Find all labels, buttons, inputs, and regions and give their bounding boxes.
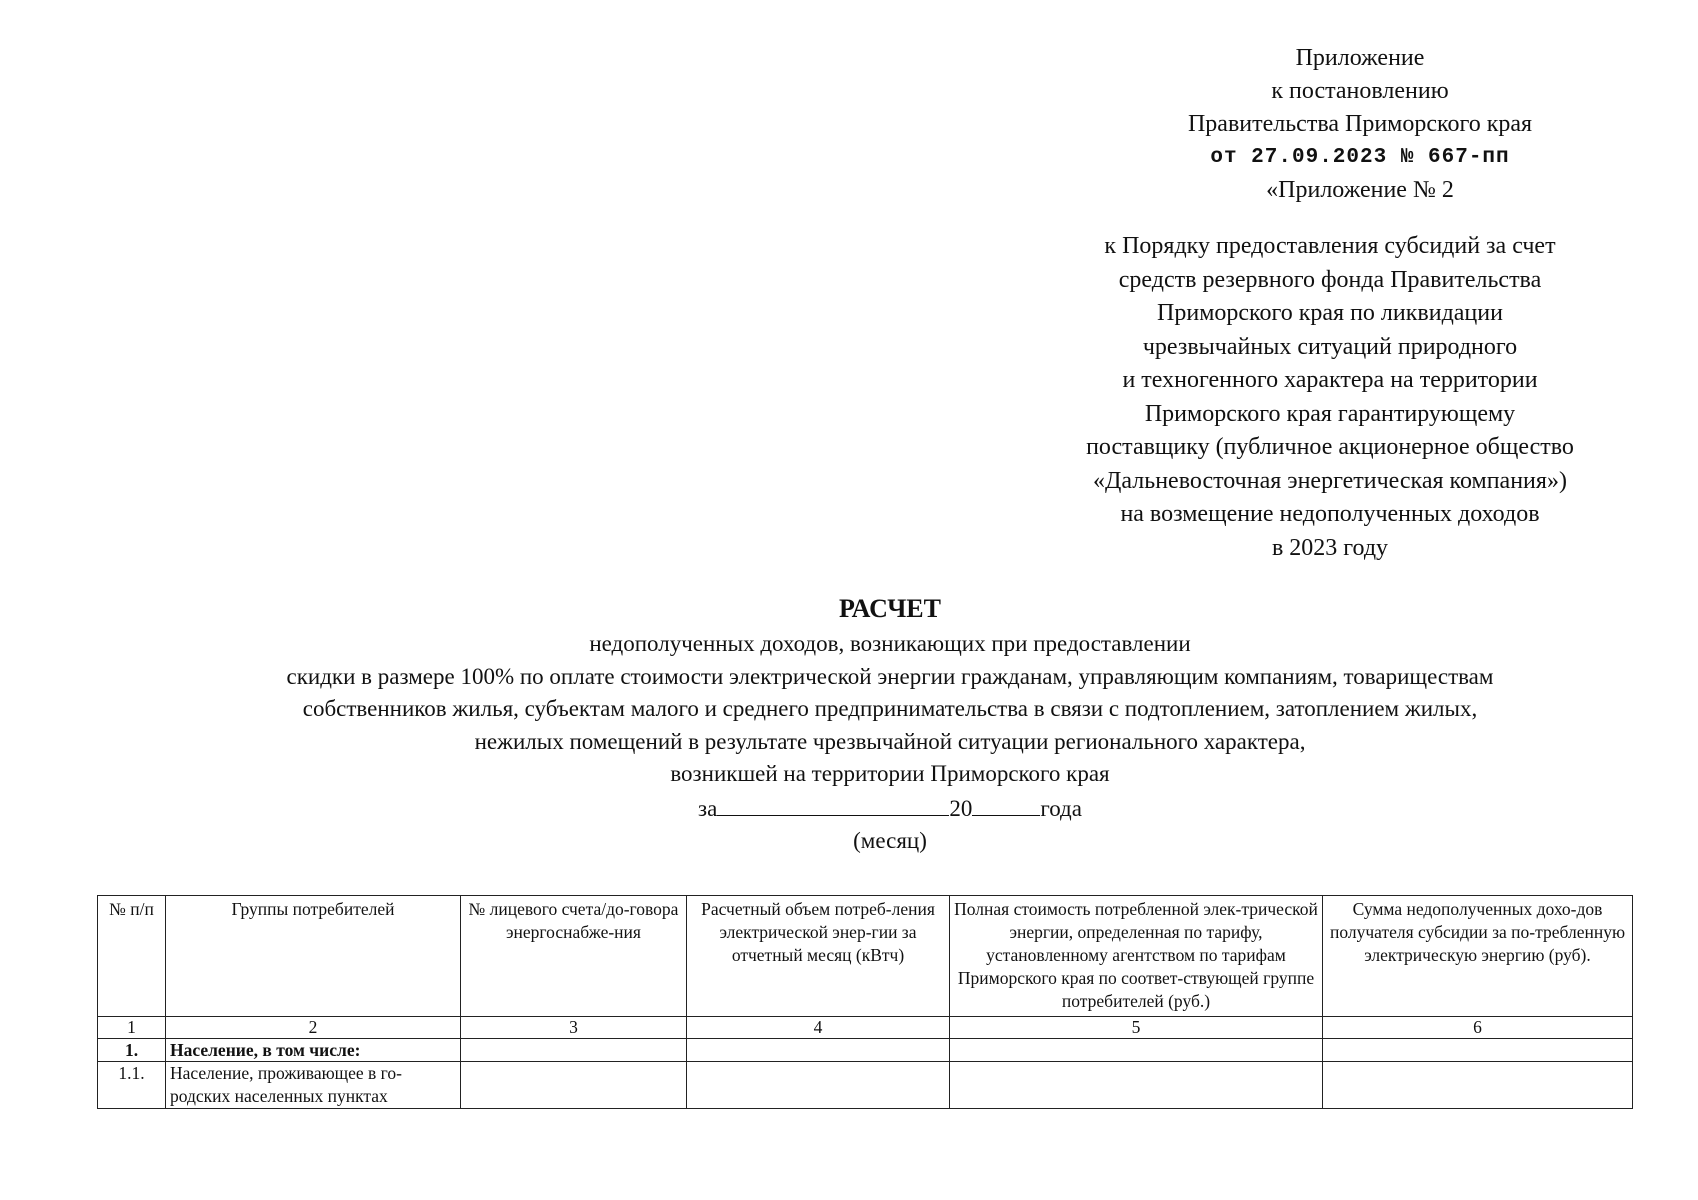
header-cell-lost-income: Сумма недополученных дохо-дов получателя субсидии за по-требленную электрическую энергию (руб). xyxy=(1323,896,1633,1017)
annex-line-2: к постановлению xyxy=(1271,78,1449,104)
month-blank-field[interactable] xyxy=(717,791,949,816)
order-title-line: средств резервного фонда Правительства xyxy=(1118,266,1542,293)
column-number: 6 xyxy=(1323,1017,1633,1039)
period-line xyxy=(100,791,1680,826)
order-title-line: и техногенного характера на территории xyxy=(1122,367,1538,393)
period-suffix: года xyxy=(1040,795,1082,821)
column-number-row xyxy=(98,1017,1633,1039)
header-cell-number: № п/п xyxy=(98,896,166,1017)
period-prefix: за xyxy=(698,795,718,821)
column-number: 4 xyxy=(687,1017,950,1039)
calculation-table xyxy=(97,895,1633,1109)
volume-cell[interactable] xyxy=(687,1039,950,1062)
order-title-line: в 2023 году xyxy=(1271,534,1389,561)
row-group: Население, в том числе: xyxy=(166,1039,461,1062)
volume-cell[interactable] xyxy=(687,1062,950,1109)
calculation-heading: РАСЧЕТ xyxy=(839,594,941,623)
header-cell-volume: Расчетный объем потреб-ления электрической энер-гии за отчетный месяц (кВтч) xyxy=(687,896,950,1017)
table-header-row xyxy=(98,896,1633,1017)
order-title-line: на возмещение недополученных доходов xyxy=(1120,501,1540,527)
order-title-line: Приморского края по ликвидации xyxy=(1157,300,1503,326)
annex-line-3: Правительства Приморского края xyxy=(1187,111,1533,137)
lost-income-cell[interactable] xyxy=(1323,1062,1633,1109)
header-cell-account: № лицевого счета/до-говора энергоснабже-ния xyxy=(461,896,687,1017)
order-title-line: чрезвычайных ситуаций природного xyxy=(1142,333,1518,360)
annex-header xyxy=(1120,42,1600,207)
column-number: 2 xyxy=(166,1017,461,1039)
calculation-subtitle-line: недополученных доходов, возникающих при предоставлении xyxy=(589,631,1191,656)
calculation-subtitle-line: возникшей на территории Приморского края xyxy=(670,761,1110,786)
header-cell-full-cost: Полная стоимость потребленной элек-трической энергии, определенная по тарифу, установленному агентством по тарифам Приморского края по соответ-ствующей группе потребителей (руб.) xyxy=(950,896,1323,1017)
table-row xyxy=(98,1039,1633,1062)
column-number: 3 xyxy=(461,1017,687,1039)
calculation-title xyxy=(100,592,1680,858)
full-cost-cell[interactable] xyxy=(950,1039,1323,1062)
annex-date-number-stamp: от 27.09.2023 № 667-пп xyxy=(1210,146,1510,169)
calculation-subtitle-line: нежилых помещений в результате чрезвычайной ситуации регионального характера, xyxy=(474,728,1306,754)
order-title-line: Приморского края гарантирующему xyxy=(1144,400,1516,427)
year-blank-field[interactable] xyxy=(972,791,1040,816)
annex-line-5: «Приложение № 2 xyxy=(1266,177,1454,203)
full-cost-cell[interactable] xyxy=(950,1062,1323,1109)
lost-income-cell[interactable] xyxy=(1323,1039,1633,1062)
order-title-line: к Порядку предоставления субсидий за счет xyxy=(1104,233,1556,259)
calculation-subtitle-line: собственников жилья, субъектам малого и среднего предпринимательства в связи с подтоплением, затоплением жилых, xyxy=(302,696,1478,721)
annex-line-1: Приложение xyxy=(1295,45,1425,71)
row-number: 1. xyxy=(98,1039,166,1062)
header-cell-groups: Группы потребителей xyxy=(166,896,461,1017)
month-caption: (месяц) xyxy=(853,828,927,853)
order-title xyxy=(1000,230,1660,565)
row-group: Население, проживающее в го-родских населенных пунктах xyxy=(166,1062,461,1109)
column-number: 1 xyxy=(98,1017,166,1039)
calculation-table-wrapper xyxy=(97,895,1633,1109)
column-number: 5 xyxy=(950,1017,1323,1039)
order-title-line: поставщику (публичное акционерное общество xyxy=(1086,434,1574,460)
calculation-subtitle-line: скидки в размере 100% по оплате стоимости электрической энергии гражданам, управляющим компаниям, товариществам xyxy=(286,663,1494,689)
table-row xyxy=(98,1062,1633,1109)
row-number: 1.1. xyxy=(98,1062,166,1109)
account-cell[interactable] xyxy=(461,1062,687,1109)
order-title-line: «Дальневосточная энергетическая компания») xyxy=(1093,467,1567,494)
period-year-prefix: 20 xyxy=(949,795,973,821)
account-cell[interactable] xyxy=(461,1039,687,1062)
